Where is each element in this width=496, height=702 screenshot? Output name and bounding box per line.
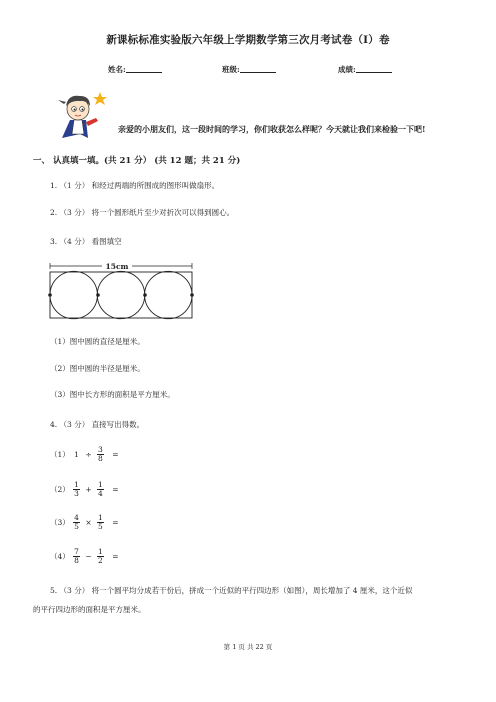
score-field[interactable] — [338, 64, 392, 75]
sub-question — [50, 389, 175, 400]
question-5-continued: 的平行四边形的面积是平方厘米。 — [33, 605, 146, 614]
sub-question — [50, 363, 145, 374]
question-1 — [50, 180, 219, 191]
operator: × — [85, 518, 92, 527]
page-footer: 第 1 页 共 22 页 — [223, 643, 273, 651]
sub-question — [50, 514, 119, 531]
sub-text: 图中圆的半径是厘米。 — [69, 364, 145, 373]
sub-question — [50, 548, 119, 565]
operator: − — [85, 552, 92, 561]
cartoon-boy-illustration — [50, 90, 110, 140]
question-text: 和经过两端的所围成的图形叫做扇形。 — [91, 181, 220, 190]
class-label: 班级: — [222, 65, 240, 74]
fraction: $\frac{4}{5}$ — [74, 513, 79, 531]
page-title: 新课标标准实验版六年级上学期数学第三次月考试卷（I）卷 — [106, 34, 390, 46]
fraction: $\frac{1}{3}$ — [74, 480, 79, 498]
name-label: 姓名: — [108, 65, 126, 74]
score-blank[interactable] — [356, 64, 392, 73]
fraction: $\frac{3}{8}$ — [98, 445, 103, 463]
circle-1 — [50, 271, 97, 318]
question-score: （3 分） — [59, 586, 90, 595]
fraction: $\frac{1}{4}$ — [98, 480, 103, 498]
sub-question — [50, 336, 145, 347]
fraction: $\frac{7}{8}$ — [74, 547, 79, 565]
equals-sign: = — [112, 450, 119, 459]
rectangle-circles-figure — [44, 258, 200, 332]
sub-text: 图中圆的直径是厘米。 — [69, 337, 145, 346]
operator: + — [85, 485, 92, 494]
sub-number: （1） — [50, 450, 70, 459]
question-text: 将一个圆形纸片至少对折次可以得到圆心。 — [91, 208, 235, 217]
question-3 — [50, 236, 122, 247]
question-score: （4 分） — [59, 237, 90, 246]
class-blank[interactable] — [240, 64, 276, 73]
question-4 — [50, 419, 144, 430]
sub-question — [50, 481, 119, 498]
fraction: $\frac{1}{2}$ — [98, 547, 103, 565]
sub-number: （1） — [50, 337, 70, 346]
question-number: 5. — [50, 586, 58, 595]
equals-sign: = — [112, 485, 119, 494]
section-heading: 一、 认真填一填。(共 21 分） (共 12 题；共 21 分) — [33, 156, 241, 166]
question-score: （3 分） — [59, 208, 90, 217]
class-field[interactable] — [222, 64, 276, 75]
circle-2 — [97, 271, 144, 318]
question-number: 1. — [50, 181, 58, 190]
outer-rectangle — [50, 272, 192, 318]
question-text: 将一个圆平均分成若干份后，拼成一个近似的平行四边形（如图），周长增加了 4 厘米，这个近似 — [91, 586, 413, 595]
sub-number: （2） — [50, 485, 70, 494]
question-2 — [50, 207, 234, 218]
question-text: 直接写出得数。 — [91, 420, 145, 429]
operator: ÷ — [85, 450, 92, 459]
question-5 — [50, 585, 412, 596]
sub-number: （3） — [50, 518, 70, 527]
equals-sign: = — [112, 552, 119, 561]
name-field[interactable] — [108, 64, 162, 75]
greeting-text: 亲爱的小朋友们，这一段时间的学习，你们收获怎么样呢？今天就让我们来检验一下吧! — [118, 124, 426, 134]
question-text: 看图填空 — [91, 237, 122, 246]
question-number: 3. — [50, 237, 58, 246]
score-label: 成绩: — [338, 65, 356, 74]
sub-text: 图中长方形的面积是平方厘米。 — [69, 390, 175, 399]
sub-number: （2） — [50, 364, 70, 373]
name-blank[interactable] — [126, 64, 162, 73]
sub-number: （4） — [50, 552, 70, 561]
question-score: （1 分） — [59, 181, 90, 190]
sub-number: （3） — [50, 390, 70, 399]
equals-sign: = — [112, 518, 119, 527]
question-number: 4. — [50, 420, 58, 429]
fraction: $\frac{1}{5}$ — [98, 513, 103, 531]
question-number: 2. — [50, 208, 58, 217]
sub-question — [50, 446, 119, 463]
operand: 1 — [74, 450, 79, 459]
dimension-label: 15cm — [105, 262, 129, 271]
circle-3 — [145, 271, 192, 318]
question-score: （3 分） — [59, 420, 90, 429]
